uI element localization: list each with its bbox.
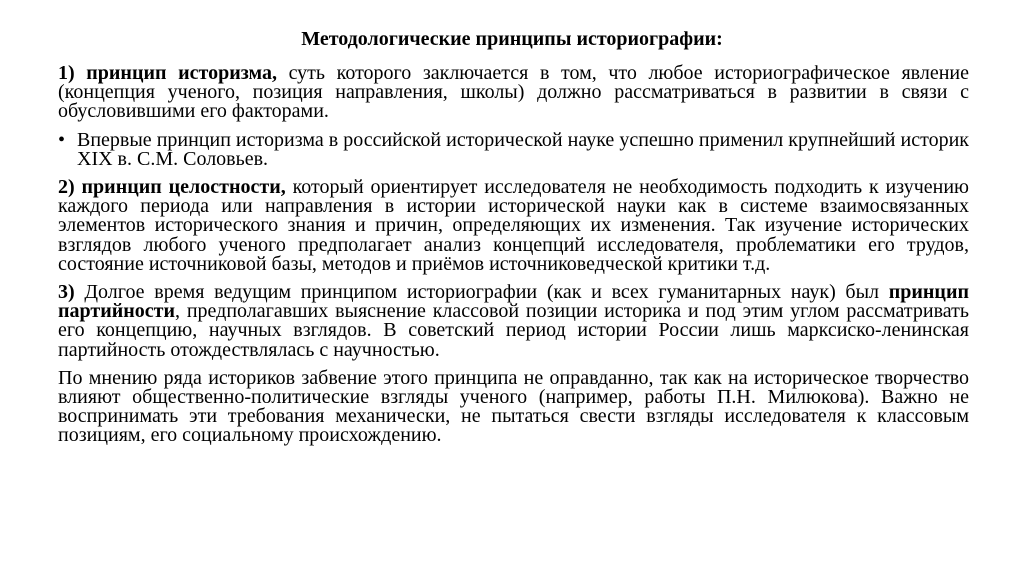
paragraph-number: 1) (58, 62, 75, 84)
bullet-icon: • (58, 128, 66, 151)
slide-body (58, 64, 969, 455)
term-integrity: 2) принцип целостности, (58, 176, 286, 199)
paragraph-text: Долгое время ведущим принципом историографии (как и всех гуманитарных наук) был (84, 281, 880, 304)
paragraph-partisanship (58, 283, 969, 360)
paragraph-number: 3) (58, 281, 75, 304)
paragraph-text: суть которого заключается в том, что любое историографическое явление (концепция ученого, позиция направления, школы) должно рассматриваться в развитии в связи с обусловившими его факторами. (58, 62, 969, 123)
bullet-item-soloviev (58, 128, 969, 170)
paragraph-opinion (58, 366, 969, 447)
term-historicism: принцип историзма, (86, 62, 277, 84)
slide-title: Методологические принципы историографии: (301, 28, 723, 50)
paragraph-text: который ориентирует исследователя не необходимость подходить к изучению каждого периода или направления в истории исторической науки как в системе взаимосвязанных элементов исторического знания и причин, определяющих их изменения. Так изучение исторических взглядов любого ученого предполагает анализ концепций исследователя, проблематики его трудов, состояние источниковой базы, методов и приёмов источниковедческой критики т.д. (58, 176, 969, 275)
paragraph-text: , предполагавших выяснение классовой позиции историка и под этим углом рассматривать его концепцию, научных взглядов. В советский период истории России лишь марксиско-ленинская партийность отождествлялась с научностью. (58, 300, 969, 361)
paragraph-text: По мнению ряда историков забвение этого принципа не оправданно, так как на историческое творчество влияют общественно-политические взгляды ученого (например, работы П.Н. Милюкова). Важно не воспринимать эти требования механически, не пытаться свести взгляды исследователя к классовым позициям, его социальному происхождению. (58, 366, 969, 447)
paragraph-integrity (58, 178, 969, 274)
bullet-text: Впервые принцип историзма в российской исторической науке успешно применил крупнейший историк XIX в. С.М. Соловьев. (77, 128, 969, 170)
term-partisanship: принцип партийности (58, 281, 969, 323)
paragraph-historicism (58, 64, 969, 122)
